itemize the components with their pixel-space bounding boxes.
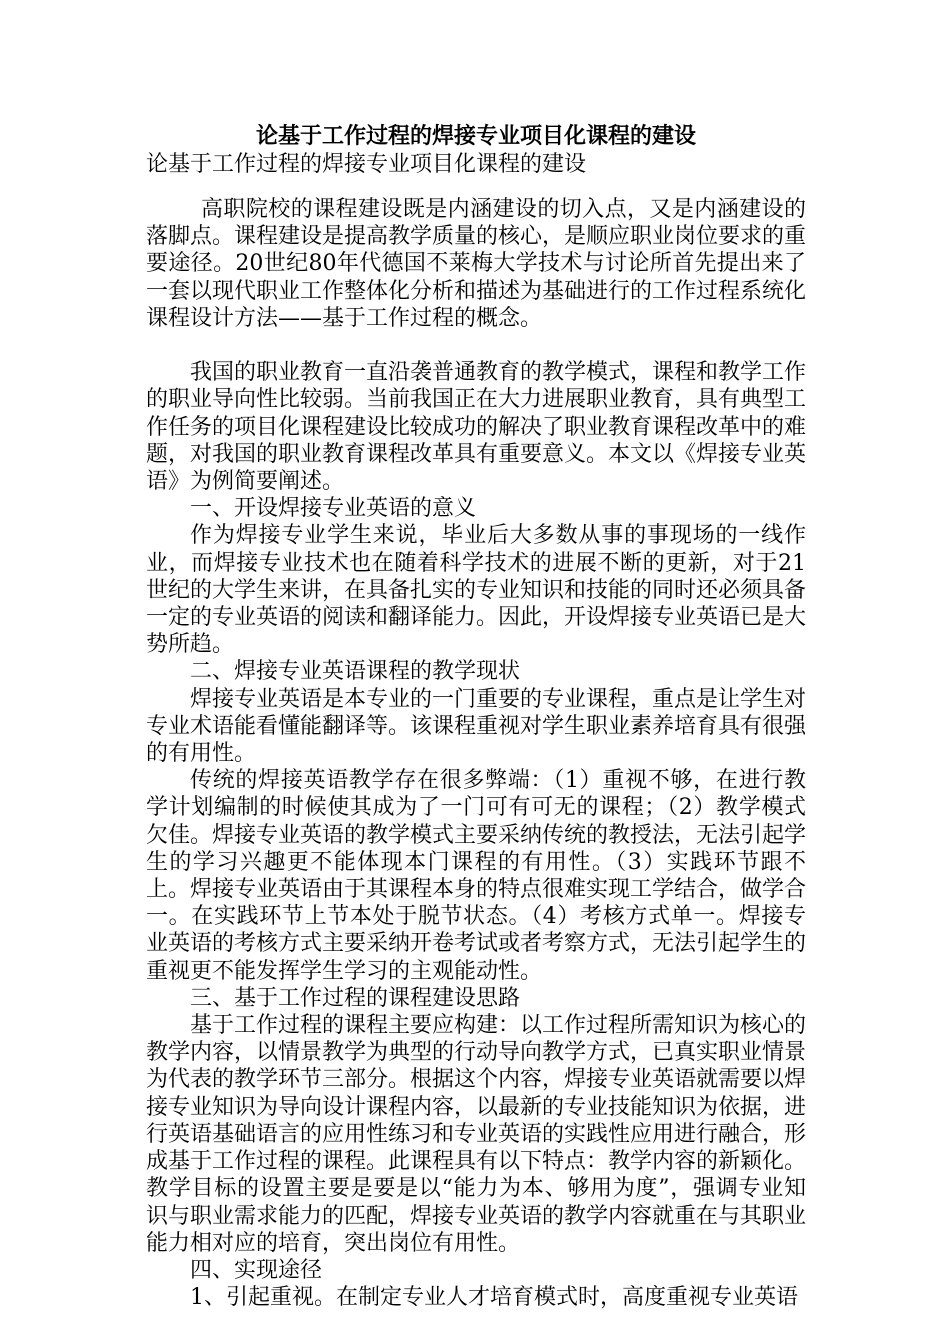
paragraph-background: 我国的职业教育一直沿袭普通教育的教学模式，课程和教学工作的职业导向性比较弱。当前我国正在大力进展职业教育，具有典型工作任务的项目化课程建设比较成功的解决了职业教育课程改革中的难题，对我国的职业教育课程改革具有重要意义。本文以《焊接专业英语》为例简要阐述。 bbox=[146, 360, 807, 495]
paragraph-section-2b: 传统的焊接英语教学存在很多弊端：（1）重视不够，在进行教学计划编制的时候使其成为了一门可有可无的课程；（2）教学模式欠佳。焊接专业英语的教学模式主要采纳传统的教授法，无法引起学生的学习兴趣更不能体现本门课程的有用性。（3）实践环节跟不上。焊接专业英语由于其课程本身的特点很难实现工学结合，做学合一。在实践环节上节本处于脱节状态。（4）考核方式单一。焊接专业英语的考核方式主要采纳开卷考试或者考察方式，无法引起学生的重视更不能发挥学生学习的主观能动性。 bbox=[146, 768, 807, 984]
document-subtitle: 论基于工作过程的焊接专业项目化课程的建设 bbox=[146, 152, 587, 177]
paragraph-intro: 高职院校的课程建设既是内涵建设的切入点，又是内涵建设的落脚点。课程建设是提高教学质量的核心，是顺应职业岗位要求的重要途径。20世纪80年代德国不莱梅大学技术与讨论所首先提出来了一套以现代职业工作整体化分析和描述为基础进行的工作过程系统化课程设计方法——基于工作过程的概念。 bbox=[146, 197, 807, 331]
paragraph-section-3: 基于工作过程的课程主要应构建：以工作过程所需知识为核心的教学内容，以情景教学为典型的行动导向教学方式，已真实职业情景为代表的教学环节三部分。根据这个内容，焊接专业英语就需要以焊接专业知识为导向设计课程内容，以最新的专业技能知识为依据，进行英语基础语言的应用性练习和专业英语的实践性应用进行融合，形成基于工作过程的课程。此课程具有以下特点：教学内容的新颖化。教学目标的设置主要是要是以“能力为本、够用为度”，强调专业知识与职业需求能力的匹配，焊接专业英语的教学内容就重在与其职业能力相对应的培育，突出岗位有用性。 bbox=[146, 1013, 807, 1256]
document-title: 论基于工作过程的焊接专业项目化课程的建设 bbox=[255, 123, 696, 149]
document-body bbox=[146, 196, 806, 1311]
section-heading-1: 一、开设焊接专业英语的意义 bbox=[190, 496, 477, 522]
section-heading-3: 三、基于工作过程的课程建设思路 bbox=[190, 985, 521, 1011]
paragraph-section-2a: 焊接专业英语是本专业的一门重要的专业课程，重点是让学生对专业术语能看懂能翻译等。该课程重视对学生职业素养培育具有很强的有用性。 bbox=[146, 686, 807, 767]
section-heading-2: 二、焊接专业英语课程的教学现状 bbox=[190, 659, 521, 685]
section-heading-4: 四、实现途径 bbox=[190, 1257, 323, 1283]
paragraph-section-4-item-1: 1、引起重视。在制定专业人才培育模式时，高度重视专业英语 bbox=[190, 1285, 798, 1311]
paragraph-gap bbox=[146, 332, 806, 359]
paragraph-section-1: 作为焊接专业学生来说，毕业后大多数从事的事现场的一线作业，而焊接专业技术也在随着科学技术的进展不断的更新，对于21世纪的大学生来讲，在具备扎实的专业知识和技能的同时还必须具备一定的专业英语的阅读和翻译能力。因此，开设焊接专业英语已是大势所趋。 bbox=[146, 523, 807, 658]
